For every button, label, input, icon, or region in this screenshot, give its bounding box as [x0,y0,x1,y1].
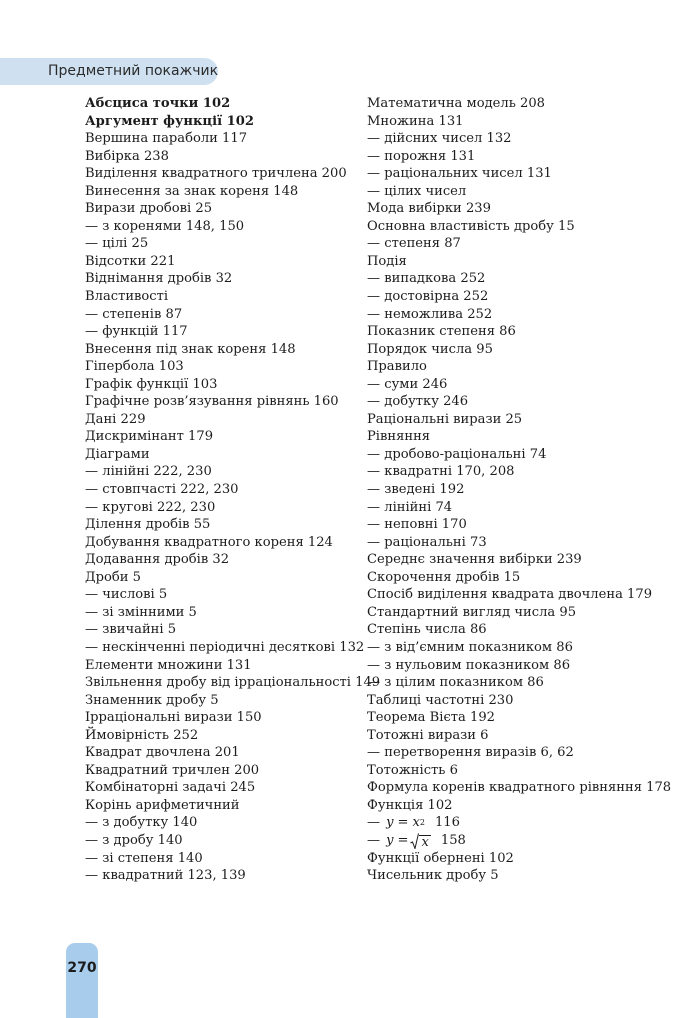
index-entry: Функції обернені 102 [367,850,514,866]
index-entry: Діаграми [85,446,150,462]
index-entry: — степеня 87 [367,236,461,252]
index-entry: Корінь арифметичний [85,797,240,813]
index-entry: Ймовірність 252 [85,727,199,743]
index-entry: — неповні 170 [367,517,467,533]
formula-y: y [386,815,394,831]
index-entry: Тотожність 6 [367,762,458,778]
index-entry: — нескінченні періодичні десяткові 132 [85,639,365,655]
index-entry: — зі степеня 140 [85,850,203,866]
page-title: Предметний покажчик [48,63,219,79]
index-entry: Винесення за знак кореня 148 [85,183,299,199]
index-entry: Виділення квадратного тричлена 200 [85,166,347,182]
index-entry: — квадратні 170, 208 [367,464,515,480]
index-entry: Множина 131 [367,113,464,129]
index-entry: Елементи множини 131 [85,657,252,673]
index-entry: — з цілим показником 86 [367,675,544,691]
index-entry: — зведені 192 [367,482,465,498]
index-entry: Скорочення дробів 15 [367,569,521,585]
index-entry: — достовірна 252 [367,289,489,305]
index-entry: Ірраціональні вирази 150 [85,710,262,726]
index-entry: Середнє значення вибірки 239 [367,552,582,568]
square-root [410,833,430,849]
index-entry: — добутку 246 [367,394,469,410]
index-entry: Показник степеня 86 [367,324,516,340]
index-entry: — раціональних чисел 131 [367,166,552,182]
index-entry: — з від’ємним показником 86 [367,639,573,655]
index-entry: — квадратний 123, 139 [85,868,246,884]
index-entry: Дані 229 [85,411,146,427]
index-entry: Дроби 5 [85,569,142,585]
formula-eq: = [397,815,409,831]
formula-eq: = [397,832,409,848]
formula-x: x [421,834,429,850]
index-entry: Відсотки 221 [85,253,176,269]
index-entry: Вирази дробові 25 [85,201,213,217]
index-entry: Комбінаторні задачі 245 [85,780,256,796]
index-entry: Теорема Вієта 192 [367,710,495,726]
index-entry: — кругові 222, 230 [85,499,216,515]
formula-dash: — [367,832,381,848]
index-entry: — випадкова 252 [367,271,486,287]
index-entry: Дискримінант 179 [85,429,214,445]
index-entry: — дробово-раціональні 74 [367,446,547,462]
index-entry: — зі змінними 5 [85,604,197,620]
index-entry: — стовпчасті 222, 230 [85,482,239,498]
index-entry: Властивості [85,289,169,305]
index-entry: — порожня 131 [367,148,476,164]
index-entry: Добування квадратного кореня 124 [85,534,333,550]
index-entry: Рівняння [367,429,431,445]
formula-page: 116 [434,815,460,831]
index-entry: — функцій 117 [85,324,188,340]
index-entry: Правило [367,359,427,375]
index-entry: Математична модель 208 [367,96,545,111]
index-entry: Додавання дробів 32 [85,552,230,568]
formula-y: y [386,832,394,848]
index-column-left [85,95,381,885]
index-entry: — дійсних чисел 132 [367,131,512,147]
index-entry: Чисельник дробу 5 [367,868,499,884]
formula-page: 158 [440,832,466,848]
index-entry: Спосіб виділення квадрата двочлена 179 [367,587,653,603]
index-entry: — з нульовим показником 86 [367,657,571,673]
formula-entry-square: — y = x 2 116 [367,815,460,831]
index-entry: — степенів 87 [85,306,183,322]
index-entry: Графічне розв’язування рівнянь 160 [85,394,339,410]
index-entry: — неможлива 252 [367,306,493,322]
index-entry: Вершина параболи 117 [85,131,248,147]
formula-dash: — [367,815,381,831]
index-entry: Аргумент функції 102 [85,113,254,129]
index-entry: Звільнення дробу від ірраціональності 149 [85,675,381,691]
page-tab [66,943,98,1018]
index-entry: Внесення під знак кореня 148 [85,341,296,357]
index-entry: Раціональні вирази 25 [367,411,523,427]
index-entry: Формула коренів квадратного рівняння 178 [367,780,672,796]
formula-entry-sqrt [367,832,667,850]
index-entry: — перетворення виразів 6, 62 [367,745,574,761]
radical-sign-icon [410,833,419,849]
index-entry: Основна властивість дробу 15 [367,218,575,234]
index-entry: Ділення дробів 55 [85,517,211,533]
index-entry: — лінійні 222, 230 [85,464,212,480]
page-number: 270 [67,960,97,976]
index-entry: — цілі 25 [85,236,149,252]
index-entry: — раціональні 73 [367,534,487,550]
index-entry: Порядок числа 95 [367,341,493,357]
index-entry: — з коренями 148, 150 [85,218,245,234]
index-entry: Мода вибірки 239 [367,201,491,217]
index-entry: — лінійні 74 [367,499,453,515]
index-entry: Знаменник дробу 5 [85,692,219,708]
index-entry: Функція 102 [367,797,453,813]
index-entry: — числові 5 [85,587,168,603]
index-column-right [367,95,672,885]
index-entry: Абсциса точки 102 [85,96,231,111]
index-entry: Графік функції 103 [85,376,218,392]
index-entry: Таблиці частотні 230 [367,692,514,708]
index-entry: Гіпербола 103 [85,359,184,375]
index-entry: Тотожні вирази 6 [367,727,489,743]
index-entry: Вибірка 238 [85,148,169,164]
index-entry: — звичайні 5 [85,622,177,638]
index-entry: — цілих чисел [367,183,467,199]
formula-x: x [412,815,420,831]
index-entry: — з дробу 140 [85,832,183,848]
index-entry: Степінь числа 86 [367,622,487,638]
index-entry: — з добутку 140 [85,815,198,831]
index-entry: Стандартний вигляд числа 95 [367,604,577,620]
index-entry: Подія [367,253,407,269]
index-entry: — суми 246 [367,376,448,392]
index-entry: Квадрат двочлена 201 [85,745,240,761]
index-entry: Віднімання дробів 32 [85,271,233,287]
index-entry: Квадратний тричлен 200 [85,762,260,778]
